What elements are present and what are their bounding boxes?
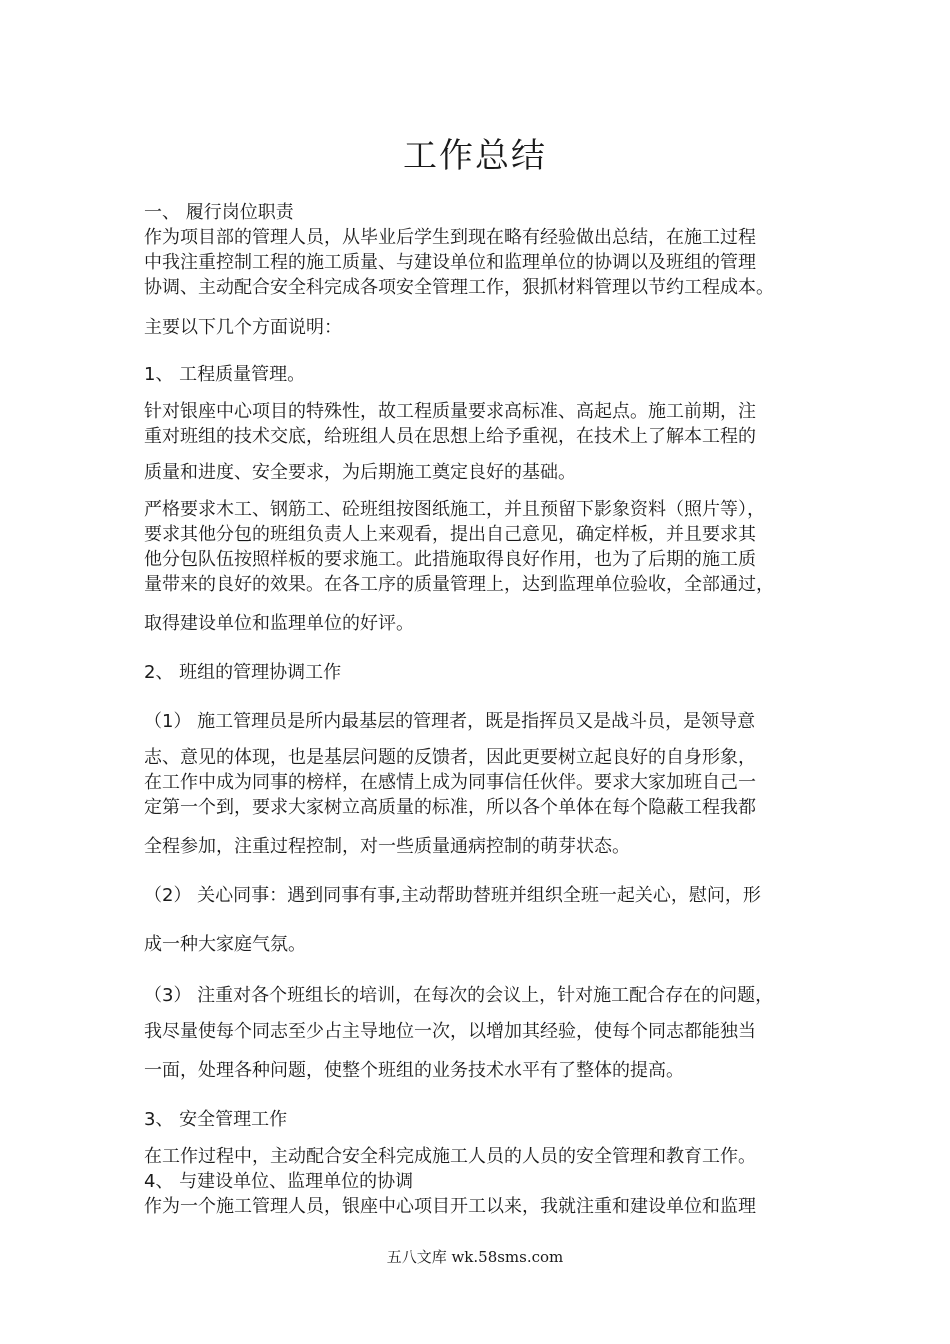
paragraph-line: （1） 施工管理员是所内最基层的管理者，既是指挥员又是战斗员，是领导意	[144, 711, 756, 732]
document-title: 工作总结	[403, 136, 547, 176]
paragraph-line: 取得建设单位和监理单位的好评。	[144, 613, 414, 634]
paragraph-line: 定第一个到，要求大家树立高质量的标准，所以各个单体在每个隐蔽工程我都	[144, 797, 756, 818]
section-heading: 一、 履行岗位职责	[144, 202, 294, 223]
paragraph-line: 主要以下几个方面说明：	[144, 317, 342, 338]
section-heading: 2、 班组的管理协调工作	[144, 662, 342, 683]
paragraph-line: （2） 关心同事：遇到同事有事,主动帮助替班并组织全班一起关心，慰问，形	[144, 885, 761, 906]
paragraph-line: 我尽量使每个同志至少占主导地位一次，以增加其经验，使每个同志都能独当	[144, 1021, 756, 1042]
section-heading: 3、 安全管理工作	[144, 1109, 288, 1130]
paragraph-line: 针对银座中心项目的特殊性，故工程质量要求高标准、高起点。施工前期，注	[144, 401, 756, 422]
paragraph-line: 质量和进度、安全要求，为后期施工奠定良好的基础。	[144, 462, 576, 483]
paragraph-line: 志、意见的体现，也是基层问题的反馈者，因此更要树立起良好的自身形象，	[144, 747, 756, 768]
paragraph-line: 要求其他分包的班组负责人上来观看，提出自己意见，确定样板，并且要求其	[144, 524, 756, 545]
paragraph-line: 严格要求木工、钢筋工、砼班组按图纸施工，并且预留下影象资料（照片等），	[144, 499, 765, 520]
section-heading: 1、 工程质量管理。	[144, 364, 306, 385]
paragraph-line: 重对班组的技术交底，给班组人员在思想上给予重视，在技术上了解本工程的	[144, 426, 756, 447]
paragraph-line: 量带来的良好的效果。在各工序的质量管理上，达到监理单位验收，全部通过，	[144, 574, 774, 595]
paragraph-line: 协调、主动配合安全科完成各项安全管理工作，狠抓材料管理以节约工程成本。	[144, 277, 774, 298]
paragraph-line: 在工作过程中，主动配合安全科完成施工人员的人员的安全管理和教育工作。	[144, 1146, 756, 1167]
paragraph-line: （3） 注重对各个班组长的培训，在每次的会议上，针对施工配合存在的问题，	[144, 985, 774, 1006]
paragraph-line: 一面，处理各种问题，使整个班组的业务技术水平有了整体的提高。	[144, 1060, 684, 1081]
paragraph-line: 他分包队伍按照样板的要求施工。此措施取得良好作用，也为了后期的施工质	[144, 549, 756, 570]
paragraph-line: 在工作中成为同事的榜样，在感情上成为同事信任伙伴。要求大家加班自己一	[144, 772, 756, 793]
paragraph-line: 作为项目部的管理人员，从毕业后学生到现在略有经验做出总结，在施工过程	[144, 227, 756, 248]
paragraph-line: 成一种大家庭气氛。	[144, 934, 306, 955]
paragraph-line: 作为一个施工管理人员，银座中心项目开工以来，我就注重和建设单位和监理	[144, 1196, 756, 1217]
section-heading: 4、 与建设单位、监理单位的协调	[144, 1171, 414, 1192]
paragraph-line: 全程参加，注重过程控制，对一些质量通病控制的萌芽状态。	[144, 836, 630, 857]
footer-watermark: 五八文库 wk.58sms.com	[386, 1248, 564, 1266]
paragraph-line: 中我注重控制工程的施工质量、与建设单位和监理单位的协调以及班组的管理	[144, 252, 756, 273]
